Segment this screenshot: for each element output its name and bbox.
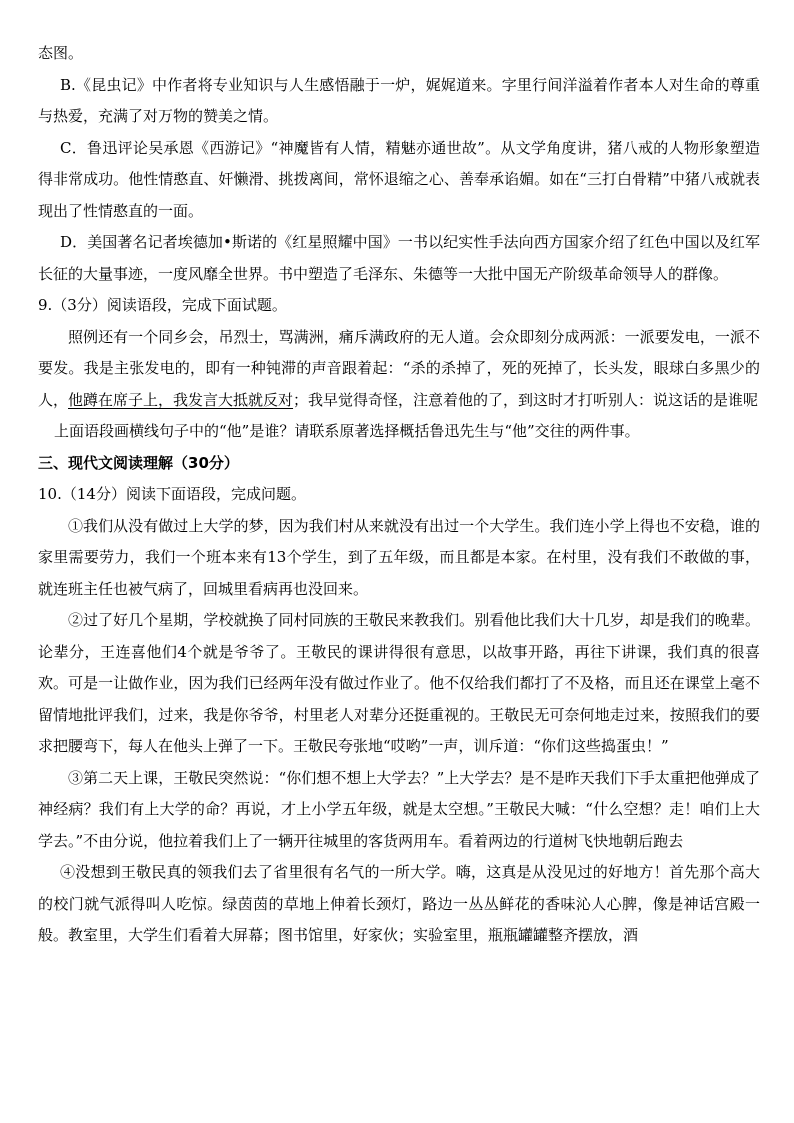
passage-paragraph-2: ②过了好几个星期，学校就换了同村同族的王敬民来教我们。别看他比我们大十几岁，却是我们的晚辈。论辈分，王连喜他们4个就是爷爷了。王敬民的课讲得很有意思，以故事开路，再往下讲课，我们真的很喜欢。可是一让做作业，因为我们已经两年没有做过作业了。他不仅给我们都打了不及格，而且还在课堂上毫不留情地批评我们，过来，我是你爷爷，村里老人对辈分还挺重视的。王敬民无可奈何地走过来，按照我们的要求把腰弯下，每人在他头上弹了一下。王敬民夸张地“哎哟”一声，训斥道：“你们这些捣蛋虫！” bbox=[38, 611, 760, 755]
option-b: B.《昆虫记》中作者将专业知识与人生感悟融于一炉，娓娓道来。字里行间洋溢着作者本人对生命的尊重与热爱，充满了对万物的赞美之情。 bbox=[38, 75, 760, 125]
exam-page bbox=[38, 38, 760, 952]
question-10-heading: 10.（14分）阅读下面语段，完成问题。 bbox=[38, 485, 306, 503]
question-9-heading: 9.（3分）阅读语段，完成下面试题。 bbox=[38, 296, 287, 314]
section-3-heading: 三、现代文阅读理解（30分） bbox=[38, 453, 239, 472]
question-9-passage bbox=[38, 322, 760, 417]
passage-text-after: ；我早觉得奇怪，注意着他的了，到这时才打听别人：说这话的是谁呢 bbox=[293, 390, 759, 409]
underlined-sentence: 他蹲在席子上，我发言大抵就反对 bbox=[68, 390, 294, 409]
passage-paragraph-1: ①我们从没有做过上大学的梦，因为我们村从来就没有出过一个大学生。我们连小学上得也不安稳，谁的家里需要劳力，我们一个班本来有13个学生，到了五年级，而且都是本家。在村里，没有我们不敢做的事，就连班主任也被气病了，回城里看病再也没回来。 bbox=[38, 516, 760, 598]
fragment-top: 态图。 bbox=[38, 44, 84, 62]
question-9-prompt: 上面语段画横线句子中的“他”是谁？请联系原著选择概括鲁迅先生与“他”交往的两件事。 bbox=[54, 422, 640, 440]
option-d: D．美国著名记者埃德加•斯诺的《红星照耀中国》一书以纪实性手法向西方国家介绍了红色中国以及红军长征的大量事迹，一度风靡全世界。书中塑造了毛泽东、朱德等一大批中国无产阶级革命领导人的群像。 bbox=[38, 233, 760, 283]
option-c: C．鲁迅评论吴承恩《西游记》“神魔皆有人情，精魅亦通世故”。从文学角度讲，猪八戒的人物形象塑造得非常成功。他性情憨直、奸懒滑、挑拨离间，常怀退缩之心、善奉承谄媚。如在“三打白骨精”中猪八戒就表现出了性情憨直的一面。 bbox=[38, 138, 760, 220]
passage-paragraph-4: ④没想到王敬民真的领我们去了省里很有名气的一所大学。嗨，这真是从没见过的好地方！首先那个高大的校门就气派得叫人吃惊。绿茵茵的草地上伸着长颈灯，路边一丛丛鲜花的香味沁人心脾，像是神话宫殿一般。教室里，大学生们看着大屏幕；图书馆里，好家伙；实验室里，瓶瓶罐罐整齐摆放，酒 bbox=[38, 863, 760, 944]
passage-text-before: 照例还有一个同乡会，吊烈士，骂满洲，痛斥满政府的无人道。会众即刻分成两派：一派要发电，一派不要发。我是主张发电的，即有一种钝滞的声音跟着起：“杀的杀掉了，死的死掉了，长头发，眼球白多黑少的人， bbox=[38, 327, 760, 409]
passage-paragraph-3: ③第二天上课，王敬民突然说：“你们想不想上大学去？”上大学去？是不是昨天我们下手太重把他弹成了神经病？我们有上大学的命？再说，才上小学五年级，就是太空想。”王敬民大喊：“什么空想？走！咱们上大学去。”不由分说，他拉着我们上了一辆开往城里的客货两用车。看着两边的行道树飞快地朝后跑去 bbox=[38, 768, 760, 850]
